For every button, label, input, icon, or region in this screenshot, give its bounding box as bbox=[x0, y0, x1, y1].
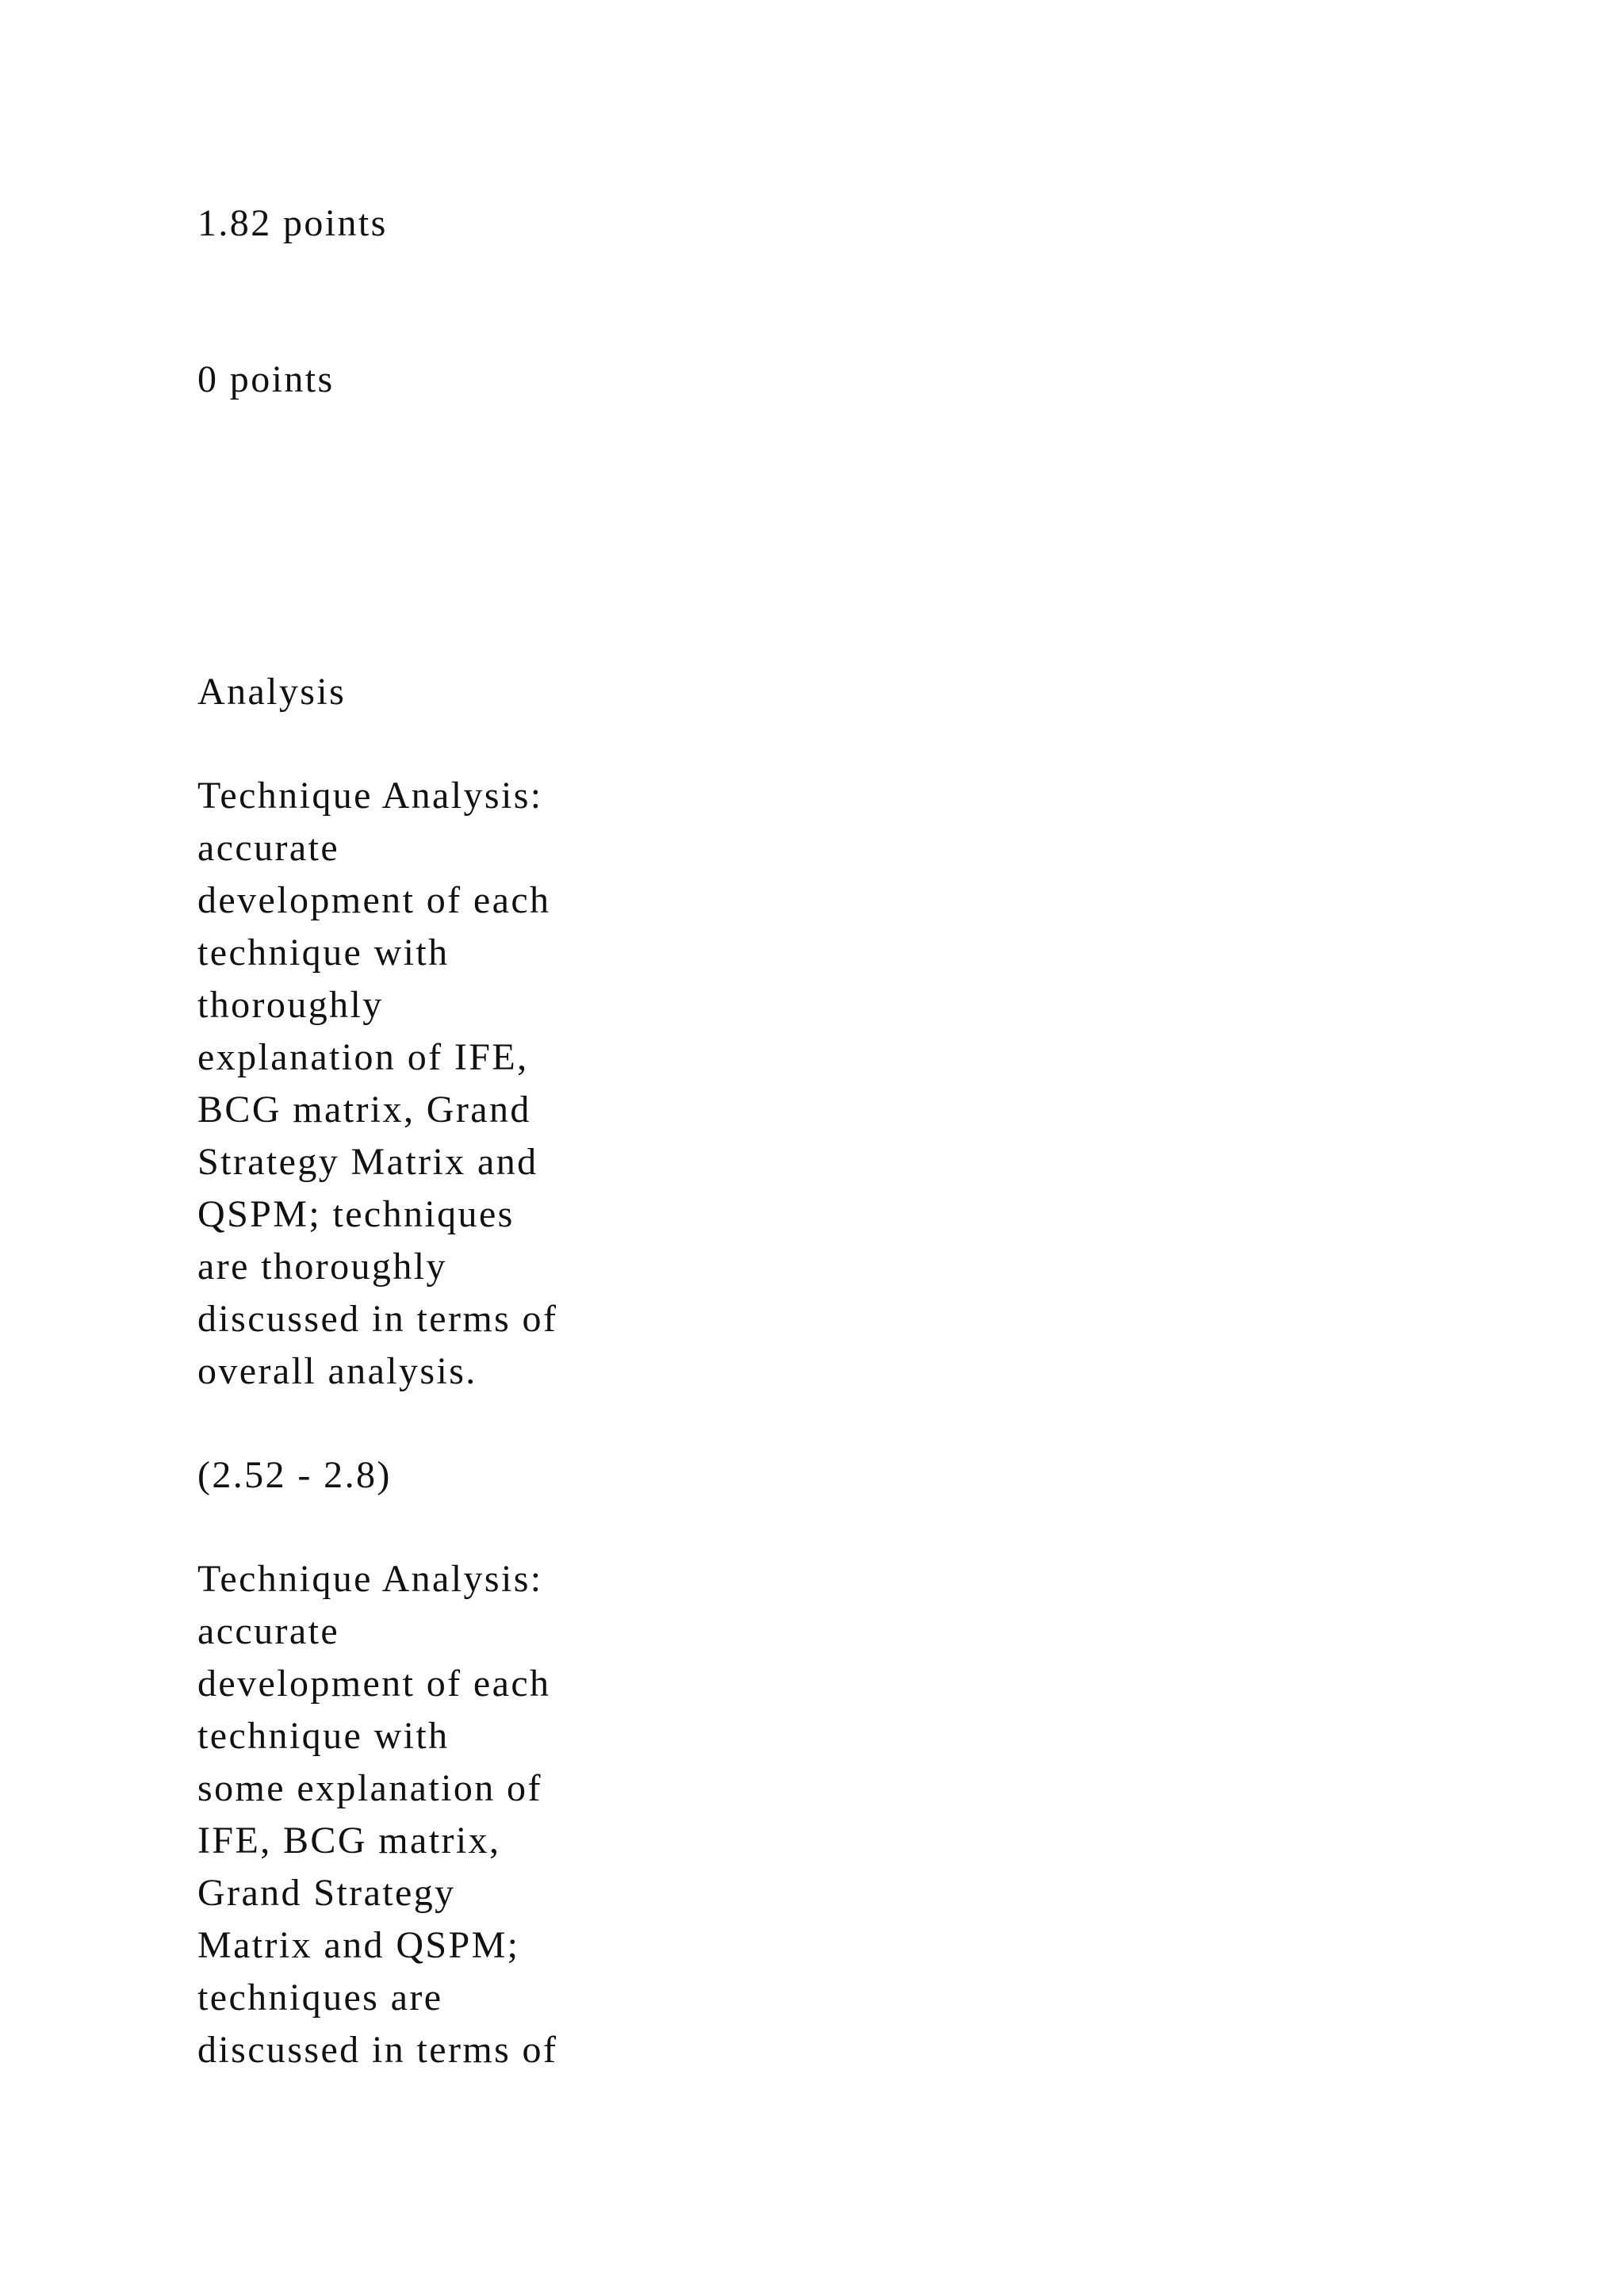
block-one-line: thoroughly bbox=[197, 984, 384, 1026]
score-high: 1.82 points bbox=[197, 202, 388, 244]
block-one-line: technique with bbox=[197, 932, 450, 974]
block-two-line: IFE, BCG matrix, bbox=[197, 1820, 501, 1862]
block-one-line: QSPM; techniques bbox=[197, 1193, 515, 1235]
block-two-line: development of each bbox=[197, 1663, 551, 1705]
block-two-line: techniques are bbox=[197, 1976, 443, 2019]
section-title: Analysis bbox=[197, 671, 347, 713]
block-one-line: overall analysis. bbox=[197, 1350, 477, 1392]
block-two-line: Technique Analysis: bbox=[197, 1558, 543, 1600]
block-one-line: Strategy Matrix and bbox=[197, 1141, 538, 1183]
score-range: (2.52 - 2.8) bbox=[197, 1454, 392, 1496]
block-two-line: discussed in terms of bbox=[197, 2029, 558, 2071]
block-one-line: explanation of IFE, bbox=[197, 1036, 529, 1078]
block-one-line: are thoroughly bbox=[197, 1246, 447, 1288]
block-two-line: some explanation of bbox=[197, 1767, 542, 1809]
block-two-line: Grand Strategy bbox=[197, 1872, 456, 1914]
block-one-line: discussed in terms of bbox=[197, 1298, 558, 1340]
block-two-line: Matrix and QSPM; bbox=[197, 1924, 520, 1966]
block-one-line: accurate bbox=[197, 827, 340, 869]
block-two-line: accurate bbox=[197, 1610, 340, 1652]
block-one-line: Technique Analysis: bbox=[197, 775, 543, 817]
block-two-line: technique with bbox=[197, 1715, 450, 1757]
score-low: 0 points bbox=[197, 358, 335, 400]
block-one-line: BCG matrix, Grand bbox=[197, 1089, 531, 1131]
block-one-line: development of each bbox=[197, 879, 551, 921]
